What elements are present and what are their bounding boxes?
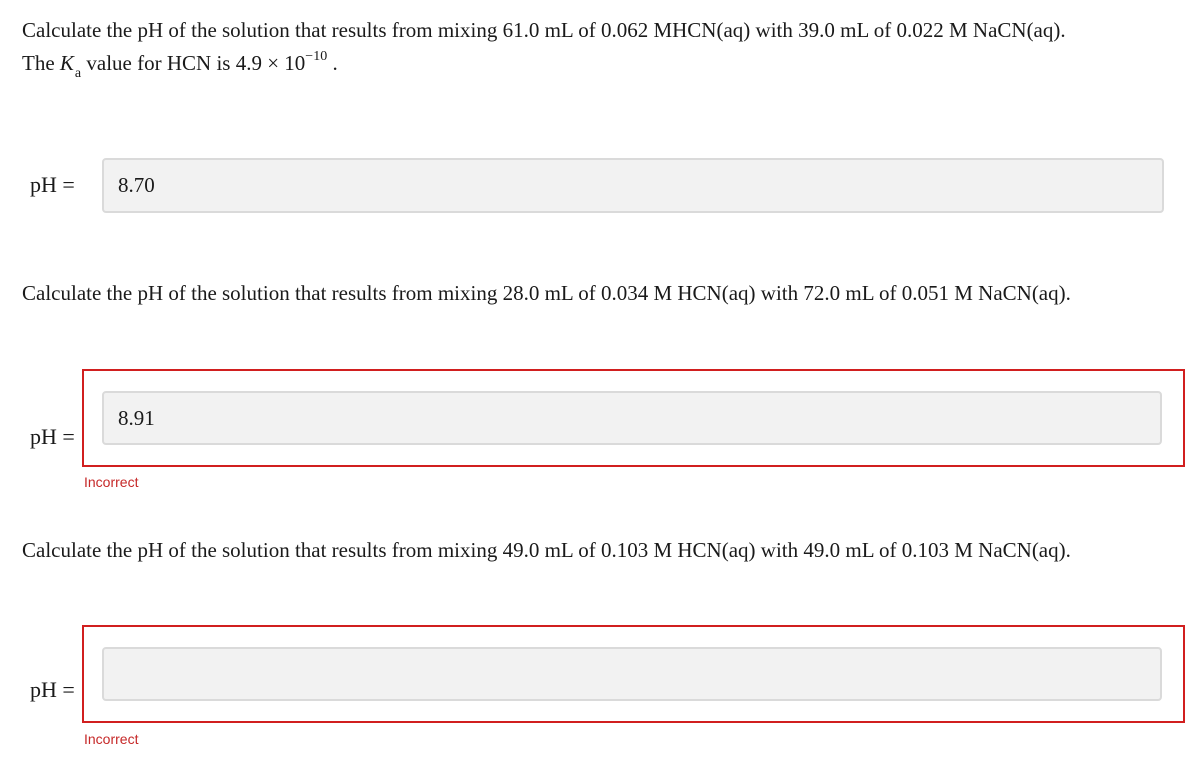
question-1-line-1: Calculate the pH of the solution that results from mixing 61.0 mL of 0.062 MHCN(aq) with 39.0 mL of 0.022 M NaCN(aq). bbox=[22, 18, 1066, 42]
question-3-text: Calculate the pH of the solution that results from mixing 49.0 mL of 0.103 M HCN(aq) with 49.0 mL of 0.103 M NaCN(aq). bbox=[22, 538, 1071, 562]
question-3-feedback-incorrect: Incorrect bbox=[84, 731, 139, 747]
question-1-ph-label: pH = bbox=[30, 172, 75, 197]
question-1-text bbox=[22, 14, 1066, 83]
ka-symbol: K bbox=[59, 51, 74, 75]
question-1-line-2-post: . bbox=[327, 51, 338, 75]
question-2-ph-label: pH = bbox=[30, 424, 75, 449]
question-2-answer-input[interactable]: 8.91 bbox=[102, 391, 1162, 445]
ka-subscript: a bbox=[74, 66, 82, 81]
question-3-answer-input[interactable] bbox=[102, 647, 1162, 701]
question-1-line-2 bbox=[22, 47, 1066, 83]
question-1-line-2-pre: The bbox=[22, 51, 60, 75]
question-2-text: Calculate the pH of the solution that results from mixing 28.0 mL of 0.034 M HCN(aq) with 72.0 mL of 0.051 M NaCN(aq). bbox=[22, 281, 1071, 305]
question-1-answer-input[interactable]: 8.70 bbox=[102, 158, 1164, 213]
question-2-feedback-incorrect: Incorrect bbox=[84, 474, 139, 490]
question-1-line-2-mid: value for HCN is 4.9 × 10 bbox=[81, 51, 306, 75]
ka-exponent: −10 bbox=[305, 49, 328, 64]
question-3-ph-label: pH = bbox=[30, 677, 75, 702]
